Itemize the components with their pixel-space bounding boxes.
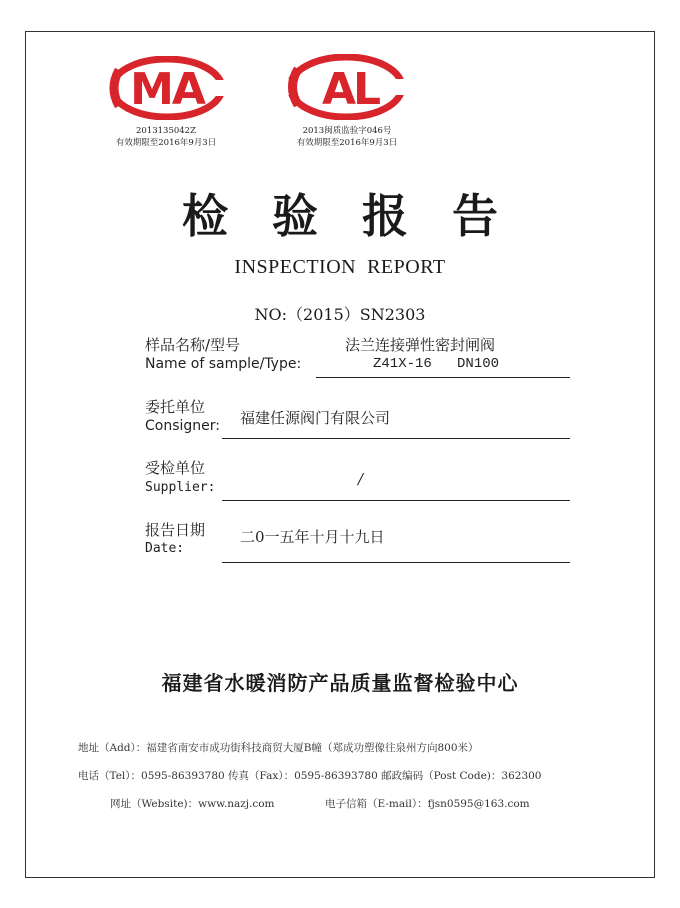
supplier-value: / [358,470,364,488]
cal-cert-no: 2013闽质监验字046号 [302,126,392,136]
report-title-cn: 检验报告 [182,189,542,243]
footer-website: 网址（Website)：www.nazj.com [110,798,275,810]
cal-cert-info [272,125,422,149]
cma-cert-no: 2013135042Z [136,126,196,136]
svg-text:AL: AL [321,64,379,115]
cma-logo [107,56,227,120]
date-label-en: Date: [145,541,185,556]
consigner-label-en: Consigner: [145,418,220,434]
footer-contact: 电话（Tel）：0595-86393780 传真（Fax）：0595-86393780 邮政编码（Post Code)：362300 [78,770,542,782]
sample-type-value: Z41X-16 DN100 [373,356,500,372]
report-number: NO:（2015）SN2303 [254,305,426,324]
report-title-en: INSPECTION REPORT [234,256,446,278]
cal-validity: 有效期限至2016年9月3日 [296,138,398,148]
footer-address: 地址（Add）：福建省南安市成功街科技商贸大厦B幢（郑成功塑像往泉州方向800米） [78,742,479,754]
supplier-label-cn: 受检单位 [145,459,206,477]
date-underline [222,562,570,563]
sample-name-value: 法兰连接弹性密封闸阀 [345,336,496,354]
svg-text:MA: MA [130,64,204,115]
consigner-underline [222,438,570,439]
cma-cert-info [92,125,240,149]
date-value: 二0一五年十月十九日 [240,528,385,546]
sample-underline [316,377,570,378]
sample-label-en: Name of sample/Type: [145,356,302,372]
cma-validity: 有效期限至2016年9月3日 [115,138,217,148]
cal-logo [284,54,408,120]
supplier-label-en: Supplier: [145,480,216,495]
consigner-label-cn: 委托单位 [145,398,206,416]
sample-label-cn: 样品名称/型号 [145,336,241,354]
consigner-value: 福建任源阀门有限公司 [240,409,391,427]
date-label-cn: 报告日期 [145,521,206,539]
footer-email: 电子信箱（E-mail）：fjsn0595@163.com [325,798,530,810]
inspection-center-name: 福建省水暖消防产品质量监督检验中心 [161,671,519,695]
supplier-underline [222,500,570,501]
